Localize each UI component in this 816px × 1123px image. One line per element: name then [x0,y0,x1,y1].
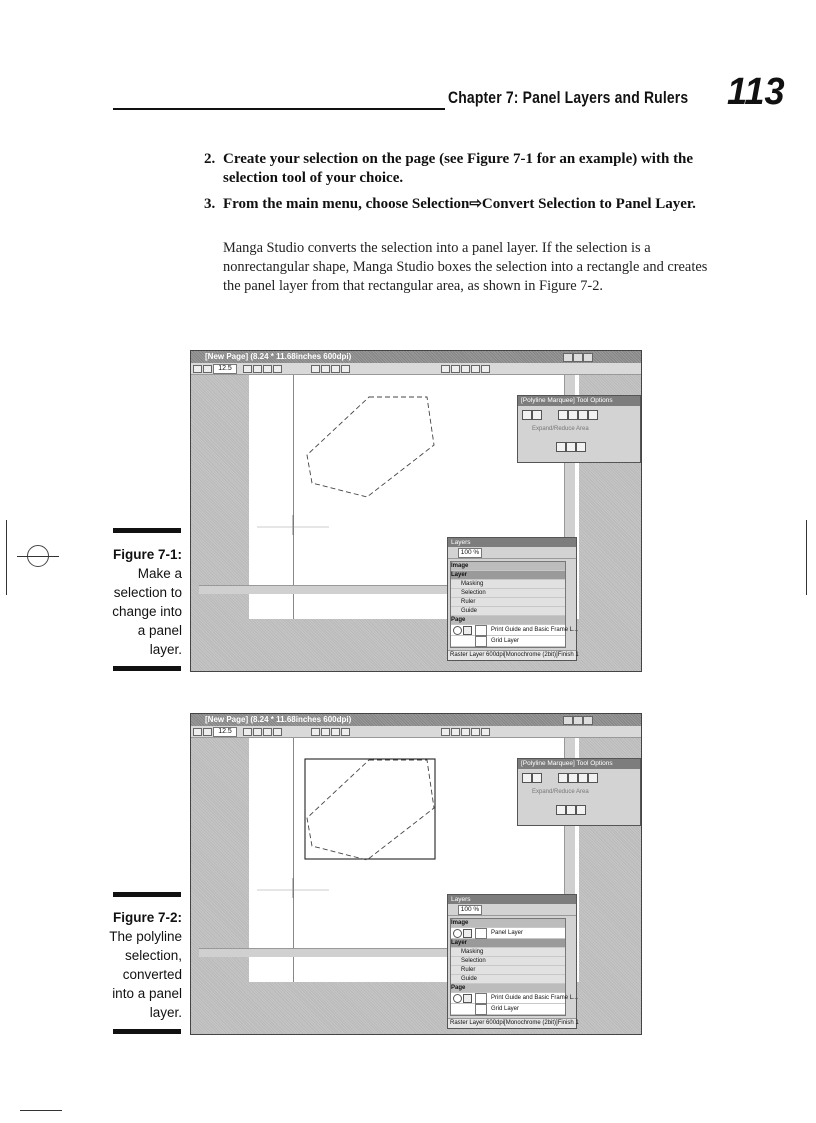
layer-row[interactable] [451,625,579,636]
layer-row[interactable] [451,928,565,939]
layers-title: Layers [448,538,576,547]
header-rule [113,108,445,110]
layers-toolbar [448,547,576,559]
tool-options-palette [517,758,641,826]
expand-reduce-option[interactable]: Expand/Reduce Area [532,789,589,795]
subtract-selection-icon[interactable] [578,773,588,783]
ruler-icon[interactable] [311,728,320,736]
step-3 [204,195,704,214]
tool-options-palette [517,395,641,463]
polyline-icon[interactable] [522,410,532,420]
caption-line: into a panel [112,986,182,1001]
eye-icon[interactable] [453,929,462,938]
layer-row[interactable]: Page [451,984,565,993]
step-number: 2. [204,151,216,167]
window-titlebar [191,714,641,726]
figure-caption-bar-top [113,892,181,897]
figure-7-2-caption [100,908,182,1022]
hand-icon[interactable] [253,365,262,373]
add-selection-icon[interactable] [568,773,578,783]
layers-palette [447,537,577,661]
canvas-toolbar [191,726,641,738]
option-icon-1[interactable] [556,805,566,815]
horizontal-scrollbar[interactable] [199,585,449,594]
close-button[interactable] [583,716,593,725]
option-icon-3[interactable] [576,442,586,452]
new-selection-icon[interactable] [558,410,568,420]
figure-caption-bar-bottom [113,666,181,671]
caption-line: layer. [149,642,182,657]
print-icon[interactable] [481,728,490,736]
marquee-icon[interactable] [451,365,460,373]
step-text: From the main menu, choose Selection⇨Convert Selection to Panel Layer. [223,196,696,212]
zoom-field[interactable]: 12.5 [213,364,237,374]
layer-thumbnail [475,1004,487,1015]
layer-row[interactable]: Ruler [451,598,565,607]
layer-row[interactable]: Page [451,616,565,625]
layer-opacity-field[interactable]: 100 % [458,905,482,915]
layer-thumbnail [475,928,487,939]
flip-icon[interactable] [263,365,272,373]
lock-icon[interactable] [463,626,472,635]
zoom-in-icon[interactable] [203,728,212,736]
layer-thumbnail [475,993,487,1004]
figure-label: Figure 7-2: [112,910,182,925]
layer-list [450,918,579,1016]
flip-icon[interactable] [263,728,272,736]
tool-options-title: [Polyline Marquee] Tool Options [518,759,640,769]
figure-7-1-screenshot [190,350,642,672]
layer-row[interactable]: Layer [451,571,565,580]
guide-icon[interactable] [331,365,340,373]
layers-title: Layers [448,895,576,904]
crop-mark-left [6,520,7,595]
snap-icon[interactable] [341,728,350,736]
chapter-title: Chapter 7: Panel Layers and Rulers [448,88,689,107]
guide-icon[interactable] [331,728,340,736]
layer-icon[interactable] [471,728,480,736]
caption-line: converted [122,967,182,982]
polyline-icon[interactable] [522,773,532,783]
window-title: [New Page] (8.24 * 11.68inches 600dpi) [205,715,352,724]
page-number: 113 [727,71,785,113]
grid-icon[interactable] [321,728,330,736]
expand-reduce-option[interactable]: Expand/Reduce Area [532,426,589,432]
pen-icon[interactable] [441,728,450,736]
step-2 [204,150,704,188]
snap-icon[interactable] [341,365,350,373]
tone-icon[interactable] [461,365,470,373]
intersect-selection-icon[interactable] [588,773,598,783]
layer-row[interactable]: Image [451,919,565,928]
layers-palette [447,894,577,1029]
layer-row[interactable]: Guide [451,975,565,984]
fit-icon[interactable] [273,365,282,373]
figure-7-2-screenshot [190,713,642,1035]
horizontal-scrollbar[interactable] [199,948,449,957]
layer-row[interactable] [451,1004,565,1015]
figure-caption-bar-bottom [113,1029,181,1034]
layer-name: Print Guide and Basic Frame L... [491,995,579,1001]
layer-row[interactable]: Image [451,562,565,571]
rotate-icon[interactable] [243,365,252,373]
option-icon-1[interactable] [556,442,566,452]
tool-options-title: [Polyline Marquee] Tool Options [518,396,640,406]
caption-line: layer. [149,1005,182,1020]
pen-icon[interactable] [441,365,450,373]
layer-row[interactable]: Masking [451,580,565,589]
lasso-icon[interactable] [532,773,542,783]
add-selection-icon[interactable] [568,410,578,420]
zoom-field[interactable]: 12.5 [213,727,237,737]
caption-line: selection, [124,948,182,963]
maximize-button[interactable] [573,353,583,362]
layer-row[interactable]: Guide [451,607,565,616]
layer-row[interactable]: Masking [451,948,565,957]
option-icon-2[interactable] [566,442,576,452]
zoom-out-icon[interactable] [193,365,202,373]
print-icon[interactable] [481,365,490,373]
caption-line: change into [112,604,182,619]
body-paragraph: Manga Studio converts the selection into a panel layer. If the selection is a nonrectangular shape, Manga Studio boxes the selection into a rectangle and creates the panel layer from that rectangular area, as shown in Figure 7-2. [223,240,708,294]
registration-mark-h [17,556,59,557]
figure-7-1-caption [100,545,182,659]
rotate-icon[interactable] [243,728,252,736]
ruler-icon[interactable] [311,365,320,373]
layer-name: Grid Layer [491,638,520,644]
figure-caption-bar-top [113,528,181,533]
eye-icon[interactable] [453,626,462,635]
canvas-toolbar [191,363,641,375]
zoom-in-icon[interactable] [203,365,212,373]
status-bar: Raster Layer 600dpi[Monochrome (2bit)]Finish 1 [450,652,579,658]
layer-thumbnail [475,625,487,636]
layer-row[interactable]: Ruler [451,966,565,975]
minimize-button[interactable] [563,716,573,725]
step-text: Create your selection on the page (see Figure 7-1 for an example) with the selection tool of your choice. [223,151,694,186]
maximize-button[interactable] [573,716,583,725]
figure-label: Figure 7-1: [112,547,182,562]
layers-toolbar [448,904,576,916]
eye-icon[interactable] [453,994,462,1003]
option-icon-2[interactable] [566,805,576,815]
layer-row[interactable]: Selection [451,957,565,966]
intersect-selection-icon[interactable] [588,410,598,420]
lock-icon[interactable] [463,994,472,1003]
crop-mark-bottom [20,1110,62,1111]
layer-list [450,561,579,648]
layer-name: Grid Layer [491,1006,520,1012]
hand-icon[interactable] [253,728,262,736]
step-number: 3. [204,196,216,212]
layer-icon[interactable] [471,365,480,373]
option-icon-3[interactable] [576,805,586,815]
tone-icon[interactable] [461,728,470,736]
subtract-selection-icon[interactable] [578,410,588,420]
status-bar: Raster Layer 600dpi[Monochrome (2bit)]Finish 1 [450,1020,579,1026]
caption-line: selection to [113,585,182,600]
grid-icon[interactable] [321,365,330,373]
caption-line: The polyline [109,929,182,944]
crop-mark-right [806,520,807,595]
layer-row[interactable]: Layer [451,939,565,948]
caption-line: a panel [137,623,182,638]
layer-name: Print Guide and Basic Frame L... [491,627,579,633]
zoom-out-icon[interactable] [193,728,202,736]
window-titlebar [191,351,641,363]
caption-line: Make a [137,566,182,581]
fit-icon[interactable] [273,728,282,736]
lasso-icon[interactable] [532,410,542,420]
minimize-button[interactable] [563,353,573,362]
layer-thumbnail [475,636,487,647]
layer-row[interactable]: Selection [451,589,565,598]
layer-row[interactable] [451,636,565,647]
lock-icon[interactable] [463,929,472,938]
marquee-icon[interactable] [451,728,460,736]
layer-row[interactable] [451,993,579,1004]
layer-name: Panel Layer [491,930,524,936]
close-button[interactable] [583,353,593,362]
window-title: [New Page] (8.24 * 11.68inches 600dpi) [205,352,352,361]
new-selection-icon[interactable] [558,773,568,783]
layer-opacity-field[interactable]: 100 % [458,548,482,558]
